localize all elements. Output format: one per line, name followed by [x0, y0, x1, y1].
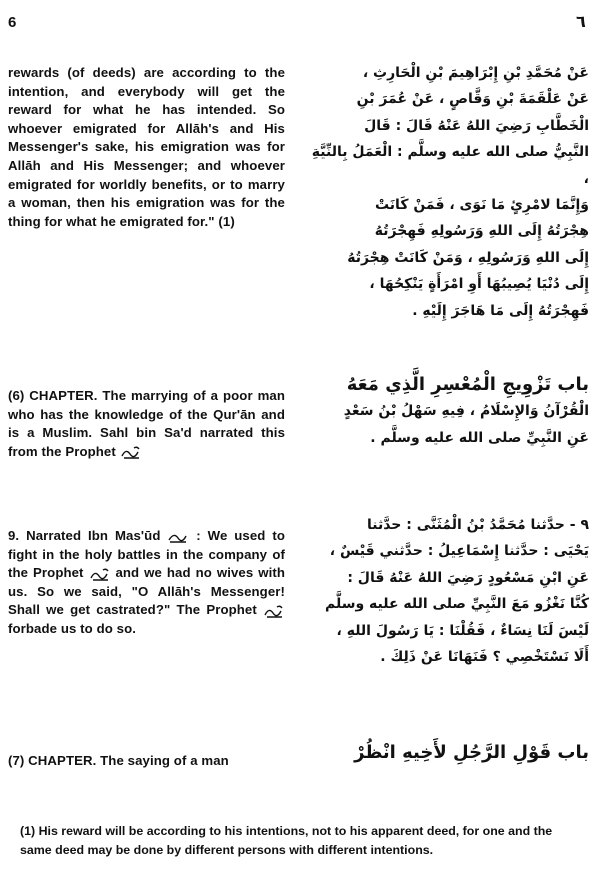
arabic-line: الْخَطَّابِ رَضِيَ اللهُ عَنْهُ قَالَ : قَالَ — [364, 117, 589, 134]
arabic-text-hadith-intention — [302, 60, 589, 324]
chapter-heading — [8, 387, 285, 461]
hadith-text: : We used to fight in the holy battles in the company of the Prophet — [8, 528, 285, 581]
arabic-line: هِجْرَتُهُ إِلَى اللهِ وَرَسُولِهِ فَهِجْرَتُهُ — [374, 223, 589, 240]
arabic-line: باب تَزْوِيجِ الْمُعْسِرِ الَّذِي مَعَهُ — [346, 374, 589, 395]
arabic-line: عَنْ عَلْقَمَةَ بْنِ وَقَّاصٍ ، عَنْ عُمَرَ بْنِ — [356, 91, 589, 108]
english-paragraph: rewards (of deeds) are according to the intention, and everybody will get the reward for what he has intended. So whoever emigrated for Allāh's and His Messenger's sake, his emigration was for Allāh and His Messenger; and whoever emigrated for worldly benefits, or to marry a woman, then his emigration was for the thing for what he emigrated for." (1) — [8, 65, 285, 229]
arabic-hadith-9 — [302, 512, 589, 670]
arabic-line: لَيْسَ لَنَا نِسَاءٌ ، فَقُلْنَا : يَا رَسُولَ اللهِ ، — [336, 622, 589, 639]
arabic-line: ٩ - حدَّثنا مُحَمَّدُ بْنُ الْمُثَنَّى : حدَّثنا — [366, 517, 589, 533]
salawat-calligraphy-icon — [120, 444, 142, 460]
arabic-line: يَحْيَى : حدَّثنا إِسْمَاعِيلُ : حدَّثني قَيْسٌ ، — [329, 543, 589, 560]
arabic-line: فَهِجْرَتُهُ إِلَى مَا هَاجَرَ إِلَيْهِ . — [412, 302, 589, 319]
english-hadith-9 — [8, 527, 285, 639]
arabic-line: أَلَا نَسْتَخْصِي ؟ فَنَهَانَا عَنْ ذَلِكَ . — [380, 649, 589, 666]
salawat-calligraphy-icon — [263, 603, 285, 619]
english-chapter-6 — [8, 387, 285, 461]
page-number-right: ٦ — [576, 12, 586, 31]
arabic-line: وَإِنَّمَا لامْرِئٍ مَا نَوَى ، فَمَنْ كَانَتْ — [374, 197, 589, 214]
arabic-line: عَنِ ابْنِ مَسْعُودٍ رَضِيَ اللهُ عَنْهُ قَالَ : — [347, 569, 589, 586]
arabic-line: عَنْ مُحَمَّدِ بْنِ إِبْرَاهِيمَ بْنِ الْحَارِثِ ، — [362, 65, 589, 81]
hadith-text: and we had no wives with us. So we said, "O Allāh's Messenger! Shall we get castrated?" The Prophet — [8, 565, 286, 618]
arabic-line: كُنَّا نَغْزُو مَعَ النَّبِيِّ صلى الله عليه وسلَّم — [325, 596, 589, 613]
english-chapter-7 — [8, 752, 285, 771]
arabic-line: إِلَى اللهِ وَرَسُولِهِ ، وَمَنْ كَانَتْ هِجْرَتُهُ — [347, 249, 589, 266]
arabic-line: الْقُرْآنُ وَالإِسْلَامُ ، فِيهِ سَهْلُ بْنُ سَعْدٍ — [343, 403, 589, 420]
arabic-chapter-6 — [302, 372, 589, 451]
english-text-hadith-intention — [8, 64, 285, 231]
english-paragraph — [8, 527, 285, 639]
salawat-calligraphy-icon — [89, 566, 111, 582]
footnote — [20, 822, 576, 860]
arabic-chapter-7 — [302, 740, 589, 766]
footnote-text: (1) His reward will be according to his intentions, not to his apparent deed, for one and the same deed may be done by different persons with different intentions. — [20, 824, 553, 857]
arabic-line: النَّبِيُّ صلى الله عليه وسلَّم : الْعَمَلُ بِالنِّيَّةِ ، — [311, 144, 589, 187]
page-number-left: 6 — [8, 14, 17, 31]
radiallahu-calligraphy-icon — [167, 529, 189, 545]
arabic-line: باب قَوْلِ الرَّجُلِ لأَخِيهِ انْظُرْ — [354, 742, 589, 763]
chapter-heading: (7) CHAPTER. The saying of a man — [8, 753, 229, 768]
arabic-line: عَنِ النَّبِيِّ صلى الله عليه وسلَّم . — [370, 429, 589, 446]
arabic-line: إِلَى دُنْيَا يُصِيبُهَا أَوِ امْرَأَةٍ يَنْكِحُهَا ، — [369, 276, 589, 293]
narrator-text: 9. Narrated Ibn Mas'ūd — [8, 528, 161, 543]
chapter-text: (6) CHAPTER. The marrying of a poor man who has the knowledge of the Qur'ān and is a Muslim. Sahl bin Sa'd narrated this from the Prophet — [8, 388, 285, 459]
hadith-text: forbade us to do so. — [8, 620, 137, 636]
